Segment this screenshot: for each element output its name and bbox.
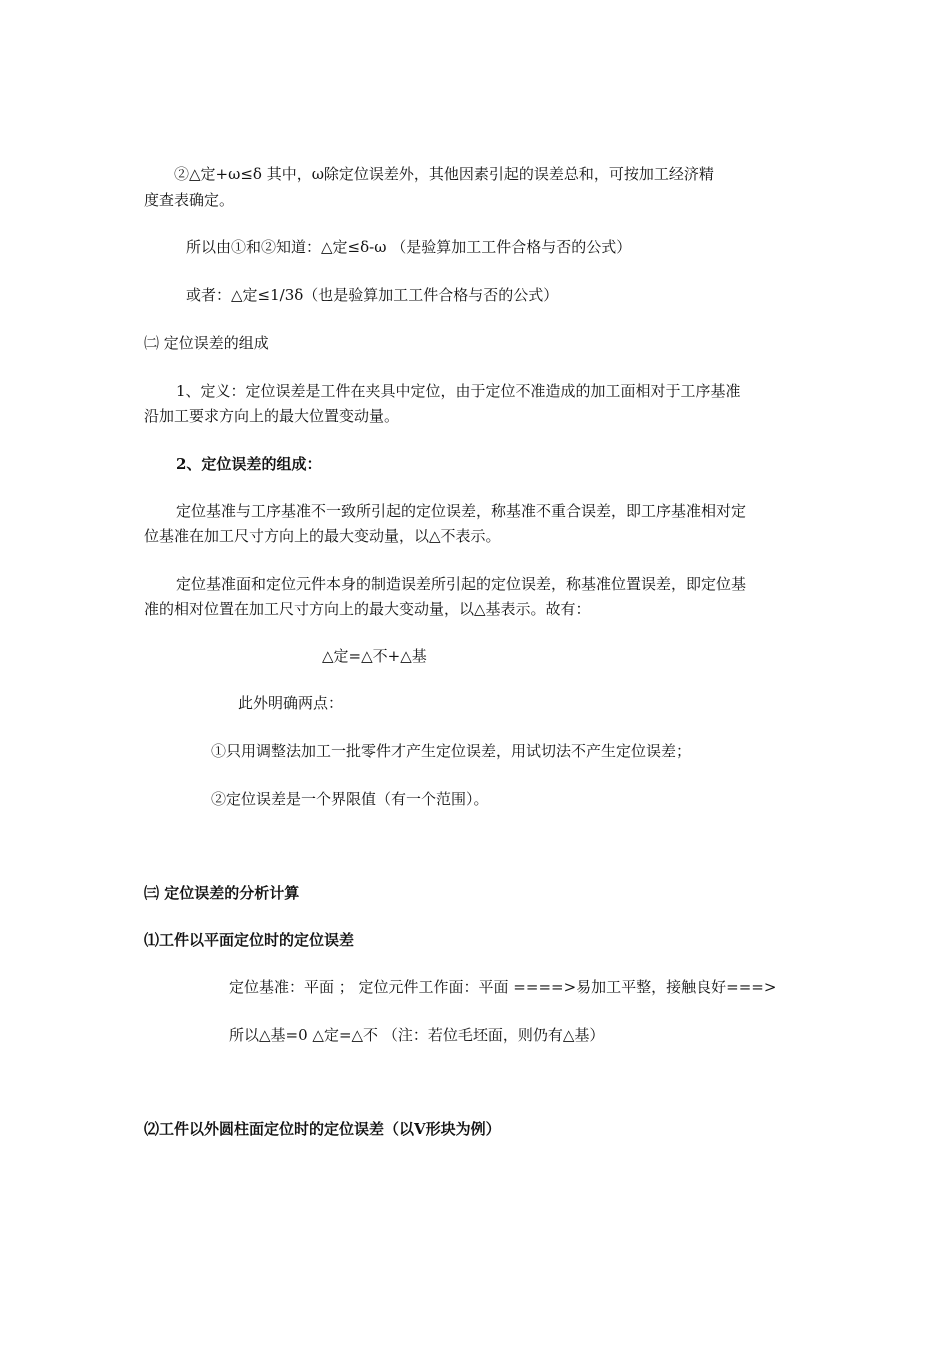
paragraph-line: 沿加工要求方向上的最大位置变动量。 — [144, 407, 400, 425]
paragraph-line: 此外明确两点： — [238, 694, 344, 712]
paragraph-line: 定位基准与工序基准不一致所引起的定位误差，称基准不重合误差，即工序基准相对定 — [176, 502, 747, 520]
paragraph-line: 定位基准面和定位元件本身的制造误差所引起的定位误差，称基准位置误差，即定位基 — [176, 575, 747, 593]
list-item: ①只用调整法加工一批零件才产生定位误差，用试切法不产生定位误差； — [211, 742, 692, 760]
subheading: 2、定位误差的组成： — [176, 455, 322, 473]
subheading: ⑵工件以外圆柱面定位时的定位误差（以V形块为例） — [144, 1120, 501, 1138]
paragraph-line: 定位基准：平面 ； 定位元件工作面：平面 ====>易加工平整，接触良好===> — [229, 978, 777, 996]
paragraph-line: 所以△基=0 △定=△不 （注：若位毛坯面，则仍有△基） — [229, 1026, 605, 1044]
paragraph-line: 位基准在加工尺寸方向上的最大变动量，以△不表示。 — [144, 527, 501, 545]
paragraph-line: 1、定义：定位误差是工件在夹具中定位，由于定位不准造成的加工面相对于工序基准 — [176, 382, 741, 400]
subheading: ⑴工件以平面定位时的定位误差 — [144, 931, 355, 949]
section-heading: ㈡ 定位误差的组成 — [144, 334, 269, 352]
section-heading: ㈢ 定位误差的分析计算 — [144, 884, 300, 902]
paragraph-line: 度查表确定。 — [144, 191, 235, 209]
list-item: ②定位误差是一个界限值（有一个范围）。 — [211, 790, 489, 808]
paragraph-line: ②△定+ω≤δ 其中，ω除定位误差外，其他因素引起的误差总和，可按加工经济精 — [174, 165, 714, 183]
paragraph-line: 或者：△定≤1/3δ（也是验算加工工件合格与否的公式） — [186, 286, 559, 304]
paragraph-line: 准的相对位置在加工尺寸方向上的最大变动量，以△基表示。故有： — [144, 600, 591, 618]
formula: △定=△不+△基 — [322, 647, 427, 665]
paragraph-line: 所以由①和②知道：△定≤δ-ω （是验算加工工件合格与否的公式） — [186, 238, 632, 256]
